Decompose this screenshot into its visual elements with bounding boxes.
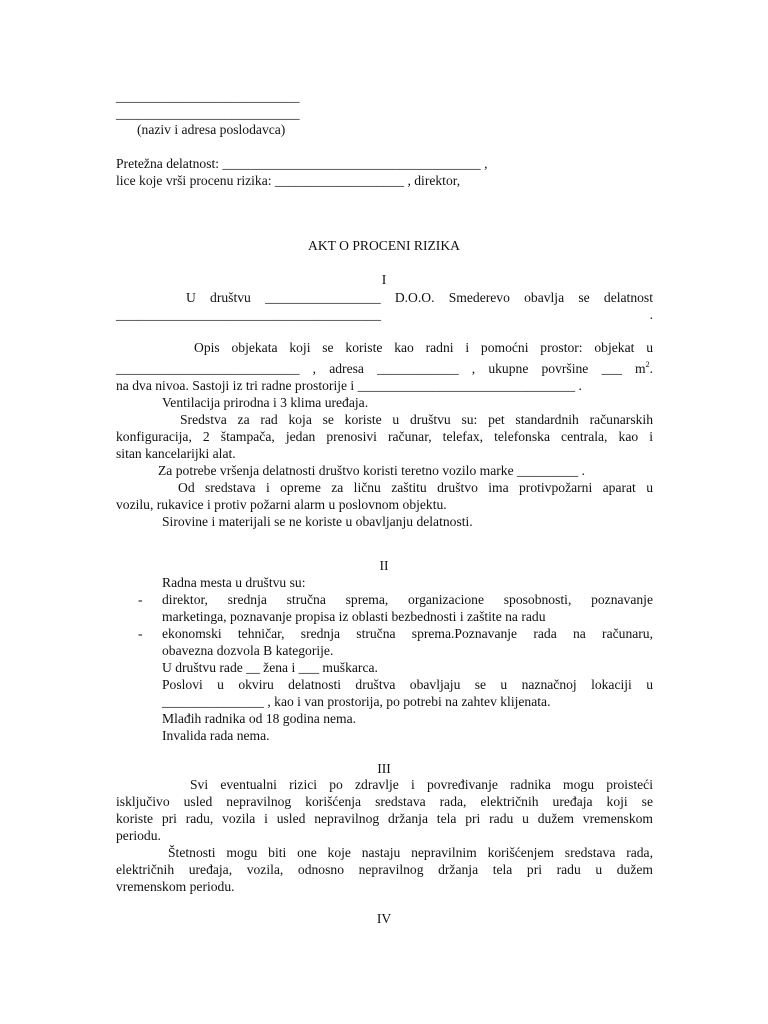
document-title: AKT O PROCENI RIZIKA (308, 238, 460, 253)
staff-gender-line: U društvu rade __ žena i ___ muškarca. (162, 660, 378, 675)
bullet-dash: - (138, 626, 143, 641)
section-heading-1: I (381, 272, 387, 287)
section-heading-2: II (379, 558, 389, 573)
section-2-intro: Radna mesta u društvu su: (162, 575, 306, 590)
section-heading-3: III (377, 761, 391, 776)
section-1-paragraph-1: U društvu _________________ D.O.O. Smederevo obavlja se delatnost _______________________________________ . (116, 290, 653, 322)
disabled-workers-line: Invalida rada nema. (162, 728, 270, 743)
position-1-line-2: marketinga, poznavanje propisa iz oblasti bezbednosti i zaštite na radu (162, 609, 546, 624)
primary-activity-line: Pretežna delatnost: ______________________________________ , (116, 156, 488, 171)
employer-blank-line-2: ___________________________ (116, 106, 300, 121)
employer-caption: (naziv i adresa poslodavca) (137, 122, 286, 137)
section-1-paragraph-2: Opis objekata koji se koriste kao radni i pomoćni prostor: objekat u ___________________________ , adresa ____________ , ukupne površine ___ $m^2$. na dva nivoa. Sastoji iz tri radne prostorije i ________________________________ . Ventilacija prirodna i 3 klima uređaja. Sredstva za rad koja se koriste u društvu su: pet standardnih računarskih konfiguracija, 2 štampača, jedan prenosivi računar, telefax, telefonska centrala, kao i sitan kancelarijki alat. Za potrebe vršenja delatnosti društvo koristi teretno vozilo marke _________ . Od sredstava i opreme za ličnu zaštitu društvo ima protivpožarni aparat u vozilu, rukavice i protiv požarni alarm u poslovnom objektu. Sirovine i materijali se ne koriste u obavljanju delatnosti. (116, 340, 653, 529)
bullet-dash: - (138, 592, 143, 607)
young-workers-line: Mlađih radnika od 18 godina nema. (162, 711, 357, 726)
position-2-line-1: ekonomski tehničar, srednja stručna sprema.Poznavanje rada na računaru, (162, 626, 653, 641)
work-location-line-2: _______________ , kao i van prostorija, po potrebi na zahtev klijenata. (162, 694, 551, 709)
work-location-line-1: Poslovi u okviru delatnosti društva obavljaju se u naznačnoj lokaciji u (162, 677, 653, 692)
position-1-line-1: direktor, srednja stručna sprema, organizacione sposobnosti, poznavanje (162, 592, 653, 607)
position-2-line-2: obavezna dozvola B kategorije. (162, 643, 334, 658)
employer-blank-line-1: ___________________________ (116, 89, 300, 104)
risk-assessor-line: lice koje vrši procenu rizika: ___________________ , direktor, (116, 173, 461, 188)
section-3-body: Svi eventualni rizici po zdravlje i povređivanje radnika mogu proisteći isključivo usled nepravilnog korišćenja sredstava rada, električnih uređaja koji se koriste pri radu, vozila i usled nepravilnog držanja tela pri radu u dužem vremenskom periodu. Štetnosti mogu biti one koje nastaju nepravilnim korišćenjem sredstava rada, električnih uređaja, vozila, odnosno nepravilnog držanja tela pri radu u dužem vremenskom periodu. (116, 777, 653, 894)
section-heading-4: IV (376, 911, 392, 926)
